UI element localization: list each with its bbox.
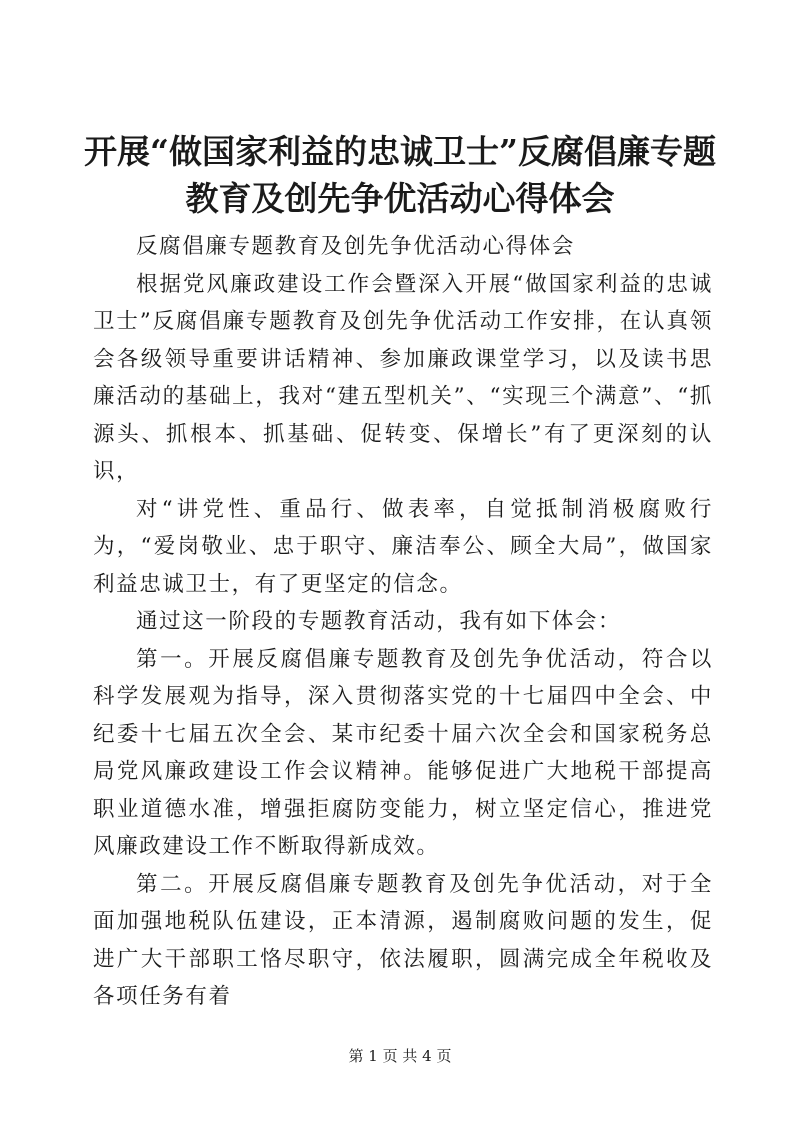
title-line-1: 开展“做国家利益的忠诚卫士”反腐倡廉专题 [84, 132, 716, 171]
page-number-footer: 第 1 页 共 4 页 [348, 1047, 452, 1065]
body-paragraph: 对“讲党性、重品行、做表率，自觉抵制消极腐败行为，“爱岗敬业、忠于职守、廉洁奉公、顾全大局”，做国家利益忠诚卫士，有了更坚定的信念。 [93, 496, 713, 597]
document-title [80, 128, 720, 222]
body-paragraph: 第二。开展反腐倡廉专题教育及创先争优活动，对于全面加强地税队伍建设，正本清源，遏制腐败问题的发生，促进广大干部职工恪尽职守，依法履职，圆满完成全年税收及各项任务有着 [93, 871, 713, 1009]
body-paragraph: 第一。开展反腐倡廉专题教育及创先争优活动，符合以科学发展观为指导，深入贯彻落实党的十七届四中全会、中纪委十七届五次全会、某市纪委十届六次全会和国家税务总局党风廉政建设工作会议精神。能够促进广大地税干部提高职业道德水准，增强拒腐防变能力，树立坚定信心，推进党风廉政建设工作不断取得新成效。 [93, 646, 713, 859]
body-paragraph: 根据党风廉政建设工作会暨深入开展“做国家利益的忠诚卫士”反腐倡廉专题教育及创先争优活动工作安排，在认真领会各级领导重要讲话精神、参加廉政课堂学习，以及读书思廉活动的基础上，我对“建五型机关”、“实现三个满意”、“抓源头、抓根本、抓基础、促转变、保增长”有了更深刻的认识， [93, 271, 713, 484]
body-paragraph: 通过这一阶段的专题教育活动，我有如下体会： [136, 609, 622, 634]
document-body [93, 228, 713, 1016]
subtitle-paragraph: 反腐倡廉专题教育及创先争优活动心得体会 [136, 234, 575, 259]
title-line-2: 教育及创先争优活动心得体会 [185, 179, 615, 218]
